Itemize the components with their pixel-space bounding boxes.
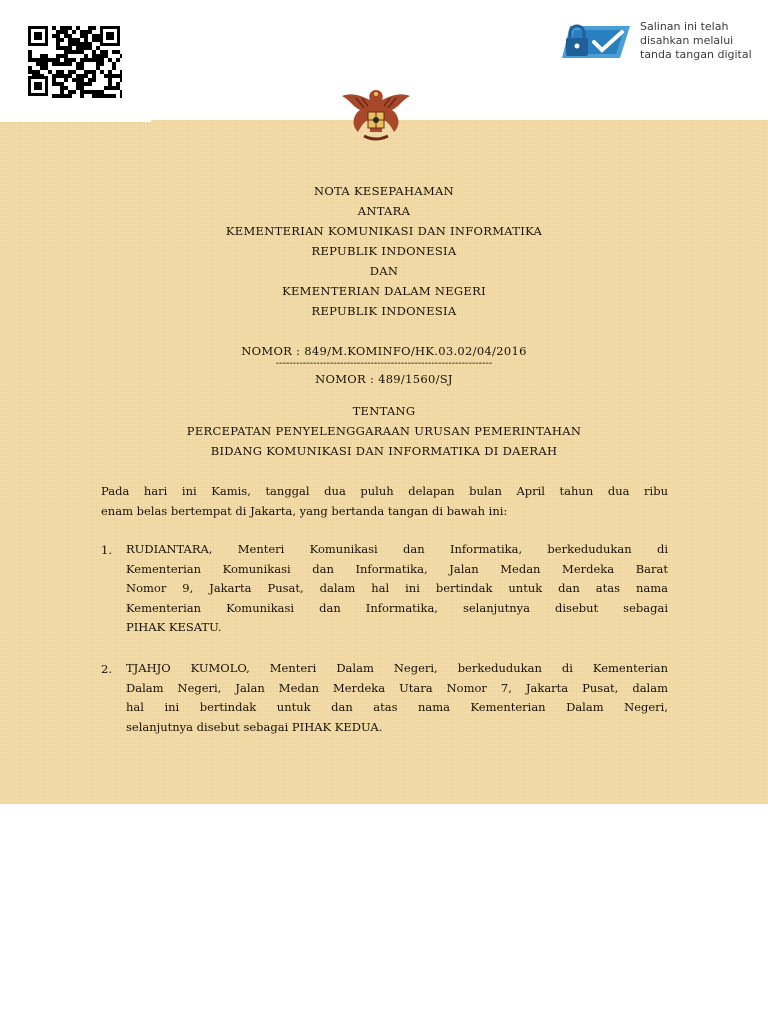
qr-module (60, 46, 64, 50)
qr-module (68, 94, 72, 98)
qr-module (60, 38, 64, 42)
qr-module (68, 62, 72, 66)
subject-line: BIDANG KOMUNIKASI DAN INFORMATIKA DI DAERAH (210, 444, 558, 458)
qr-module (76, 42, 80, 46)
qr-module (64, 46, 68, 50)
qr-module (48, 70, 52, 74)
document-number-kemendagri: NOMOR : 489/1560/SJ (315, 372, 453, 386)
qr-module (56, 30, 60, 34)
qr-module (76, 82, 80, 86)
qr-module (76, 26, 80, 30)
party-line: Dalam Negeri, Jalan Medan Merdeka Utara Nomor 7, Jakarta Pusat, dalam (126, 680, 668, 695)
qr-module (112, 50, 116, 54)
qr-module (112, 94, 116, 98)
party-number: 1. (101, 543, 112, 557)
qr-module (48, 58, 52, 62)
qr-module (68, 70, 72, 74)
qr-module (64, 26, 68, 30)
qr-module (96, 90, 100, 94)
qr-module (44, 54, 48, 58)
qr-module (100, 50, 104, 54)
qr-module (104, 86, 108, 90)
qr-module (40, 54, 44, 58)
qr-module (28, 54, 32, 58)
title-line: DAN (369, 264, 399, 278)
party-line: Kementerian Komunikasi dan Informatika, selanjutnya disebut sebagai (126, 600, 668, 615)
qr-module (80, 74, 84, 78)
qr-module (76, 38, 80, 42)
qr-module (96, 58, 100, 62)
qr-module (56, 94, 60, 98)
title-line: REPUBLIK INDONESIA (311, 304, 457, 318)
subject-heading: TENTANG (352, 404, 416, 418)
qr-module (100, 58, 104, 62)
qr-module (60, 86, 64, 90)
qr-module (108, 74, 112, 78)
qr-module (96, 94, 100, 98)
badge-line: Salinan ini telah (640, 20, 729, 33)
qr-module (100, 70, 104, 74)
qr-module (68, 58, 72, 62)
qr-module (92, 26, 96, 30)
qr-module (84, 90, 88, 94)
qr-module (104, 94, 108, 98)
number-separator: ---------------------------------------------------------------- (275, 358, 493, 369)
qr-module (88, 46, 92, 50)
qr-module (80, 78, 84, 82)
qr-module (116, 86, 120, 90)
qr-module (92, 38, 96, 42)
qr-module (60, 70, 64, 74)
qr-module (76, 78, 80, 82)
qr-module (56, 34, 60, 38)
qr-module (88, 70, 92, 74)
qr-module (120, 70, 122, 74)
qr-module (80, 66, 84, 70)
qr-module (76, 74, 80, 78)
qr-module (36, 58, 40, 62)
qr-module (76, 86, 80, 90)
qr-module (72, 30, 76, 34)
qr-module (72, 38, 76, 42)
party-line: PIHAK KESATU. (126, 620, 222, 634)
qr-module (68, 42, 72, 46)
qr-module (56, 62, 60, 66)
qr-module (36, 70, 40, 74)
party-line: Nomor 9, Jakarta Pusat, dalam hal ini bertindak untuk dan atas nama (126, 581, 668, 595)
qr-module (60, 54, 64, 58)
qr-module (88, 82, 92, 86)
qr-module (40, 74, 44, 78)
qr-module (56, 42, 60, 46)
document-number-kominfo: NOMOR : 849/M.KOMINFO/HK.03.02/04/2016 (241, 344, 527, 358)
qr-module (120, 54, 122, 58)
qr-module (84, 30, 88, 34)
qr-module (88, 90, 92, 94)
party-line: hal ini bertindak untuk dan atas nama Kementerian Dalam Negeri, (126, 700, 668, 714)
qr-module (112, 62, 116, 66)
qr-module (104, 74, 108, 78)
qr-module (52, 94, 56, 98)
qr-module (80, 90, 84, 94)
qr-module (120, 78, 122, 82)
qr-module (56, 82, 60, 86)
qr-module (76, 46, 80, 50)
title-line: KEMENTERIAN DALAM NEGERI (282, 284, 486, 298)
qr-module (108, 82, 112, 86)
qr-module (120, 90, 122, 94)
qr-module (80, 82, 84, 86)
party-line: selanjutnya disebut sebagai PIHAK KEDUA. (126, 719, 383, 734)
qr-module (80, 58, 84, 62)
qr-module (56, 58, 60, 62)
qr-module (108, 70, 112, 74)
qr-module (36, 74, 40, 78)
digital-signature-text (640, 20, 766, 62)
qr-module (60, 90, 64, 94)
qr-module (108, 58, 112, 62)
qr-module (92, 74, 96, 78)
qr-module (108, 78, 112, 82)
qr-code (26, 24, 122, 98)
qr-module (72, 70, 76, 74)
qr-module (100, 90, 104, 94)
qr-module (44, 66, 48, 70)
qr-module (68, 38, 72, 42)
qr-module (96, 38, 100, 42)
qr-module (84, 58, 88, 62)
qr-module (96, 62, 100, 66)
qr-module (28, 58, 32, 62)
qr-module (60, 62, 64, 66)
qr-module (32, 70, 36, 74)
title-line: NOTA KESEPAHAMAN (313, 184, 454, 198)
qr-module (88, 58, 92, 62)
qr-module (68, 46, 72, 50)
qr-module (60, 94, 64, 98)
party-line: TJAHJO KUMOLO, Menteri Dalam Negeri, berkedudukan di Kementerian (126, 661, 668, 675)
qr-module (92, 94, 96, 98)
qr-module (108, 86, 112, 90)
qr-module (104, 50, 108, 54)
qr-module (80, 86, 84, 90)
qr-module (36, 62, 40, 66)
party-line: Kementerian Komunikasi dan Informatika, Jalan Medan Merdeka Barat (126, 561, 668, 576)
qr-module (92, 58, 96, 62)
qr-module (68, 34, 72, 38)
intro-paragraph (101, 482, 668, 521)
subject-line: PERCEPATAN PENYELENGGARAAN URUSAN PEMERINTAHAN (186, 424, 582, 438)
qr-module (84, 82, 88, 86)
qr-module (88, 42, 92, 46)
qr-module (80, 42, 84, 46)
qr-module (32, 58, 36, 62)
qr-module (64, 50, 68, 54)
intro-line: enam belas bertempat di Jakarta, yang bertanda tangan di bawah ini: (101, 503, 508, 518)
qr-module (60, 26, 64, 30)
qr-module (84, 46, 88, 50)
party-paragraph (126, 540, 668, 638)
qr-module (52, 62, 56, 66)
qr-module (44, 62, 48, 66)
garuda-emblem-icon (336, 84, 416, 148)
qr-module (40, 66, 44, 70)
qr-module (52, 58, 56, 62)
qr-module (84, 38, 88, 42)
qr-module (84, 74, 88, 78)
qr-module (116, 74, 120, 78)
qr-module (64, 58, 68, 62)
qr-module (100, 62, 104, 66)
qr-module (120, 94, 122, 98)
qr-module (92, 50, 96, 54)
qr-module (56, 54, 60, 58)
qr-module (56, 46, 60, 50)
qr-module (40, 62, 44, 66)
qr-module (64, 30, 68, 34)
qr-module (28, 70, 32, 74)
title-line: KEMENTERIAN KOMUNIKASI DAN INFORMATIKA (225, 224, 543, 238)
qr-module (84, 42, 88, 46)
qr-module (80, 50, 84, 54)
qr-module (104, 54, 108, 58)
qr-module (68, 90, 72, 94)
qr-module (72, 78, 76, 82)
qr-module (64, 78, 68, 82)
qr-module (80, 30, 84, 34)
qr-module (64, 74, 68, 78)
qr-module (56, 70, 60, 74)
qr-module (56, 74, 60, 78)
qr-module (76, 62, 80, 66)
qr-module (68, 50, 72, 54)
qr-module (64, 86, 68, 90)
qr-module (96, 66, 100, 70)
qr-module (88, 78, 92, 82)
qr-module (100, 54, 104, 58)
qr-module (64, 34, 68, 38)
qr-module (56, 38, 60, 42)
qr-module (84, 70, 88, 74)
qr-module (84, 34, 88, 38)
intro-line: Pada hari ini Kamis, tanggal dua puluh delapan bulan April tahun dua ribu (101, 484, 668, 498)
qr-module (116, 50, 120, 54)
qr-module (80, 94, 84, 98)
qr-module (116, 82, 120, 86)
qr-module (52, 26, 56, 30)
qr-module (52, 34, 56, 38)
qr-module (96, 46, 100, 50)
qr-module (68, 74, 72, 78)
qr-module (92, 78, 96, 82)
qr-module (100, 94, 104, 98)
qr-module (80, 34, 84, 38)
qr-module (44, 58, 48, 62)
qr-module (64, 94, 68, 98)
qr-module (72, 50, 76, 54)
qr-module (88, 26, 92, 30)
qr-module (68, 26, 72, 30)
qr-module (40, 58, 44, 62)
qr-module (120, 74, 122, 78)
title-line: ANTARA (357, 204, 411, 218)
qr-module (80, 62, 84, 66)
qr-module (72, 90, 76, 94)
qr-module (96, 54, 100, 58)
badge-line: disahkan melalui (640, 34, 734, 47)
qr-module (80, 46, 84, 50)
qr-module (72, 58, 76, 62)
party-paragraph (126, 659, 668, 737)
qr-module (64, 62, 68, 66)
qr-module (92, 70, 96, 74)
badge-line: tanda tangan digital (640, 48, 752, 61)
qr-module (112, 66, 116, 70)
qr-module (116, 58, 120, 62)
qr-module (92, 90, 96, 94)
party-line: RUDIANTARA, Menteri Komunikasi dan Informatika, berkedudukan di (126, 542, 668, 556)
qr-module (64, 54, 68, 58)
qr-module (28, 66, 32, 70)
qr-module (28, 50, 32, 54)
qr-module (52, 74, 56, 78)
qr-module (52, 78, 56, 82)
qr-module (32, 74, 36, 78)
qr-module (76, 50, 80, 54)
qr-module (60, 30, 64, 34)
qr-module (96, 34, 100, 38)
qr-module (60, 82, 64, 86)
qr-module (112, 74, 116, 78)
digital-signature-icon (560, 18, 636, 64)
qr-module (72, 42, 76, 46)
party-number: 2. (101, 662, 112, 676)
qr-module (92, 34, 96, 38)
qr-module (84, 54, 88, 58)
qr-module (76, 66, 80, 70)
qr-module (52, 82, 56, 86)
qr-module (88, 30, 92, 34)
title-line: REPUBLIK INDONESIA (311, 244, 457, 258)
qr-module (112, 86, 116, 90)
qr-module (60, 74, 64, 78)
qr-module (108, 94, 112, 98)
qr-module (92, 54, 96, 58)
